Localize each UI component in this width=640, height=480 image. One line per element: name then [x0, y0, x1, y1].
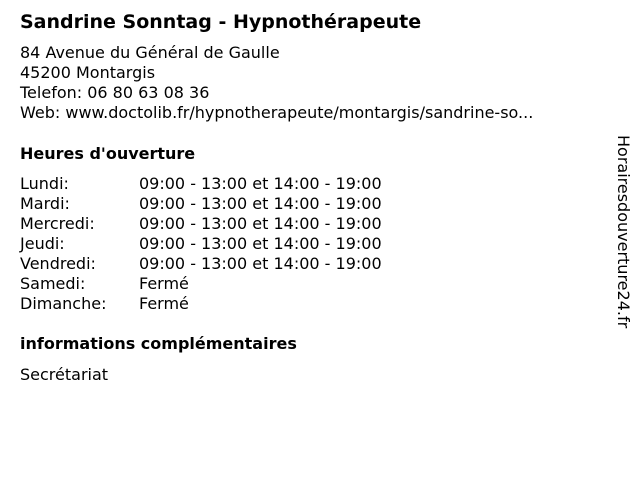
phone-number: Telefon: 06 80 63 08 36: [20, 83, 210, 102]
site-watermark: Horairesdouverture24.fr: [614, 135, 633, 329]
day-hours: 09:00 - 13:00 et 14:00 - 19:00: [139, 194, 382, 213]
day-label: Mardi:: [20, 194, 70, 213]
additional-info-heading: informations complémentaires: [20, 334, 297, 353]
day-label: Vendredi:: [20, 254, 96, 273]
address-city: 45200 Montargis: [20, 63, 156, 82]
day-hours: 09:00 - 13:00 et 14:00 - 19:00: [139, 214, 382, 233]
page-title: Sandrine Sonntag - Hypnothérapeute: [20, 11, 422, 33]
website-link[interactable]: Web: www.doctolib.fr/hypnotherapeute/montargis/sandrine-so...: [20, 103, 534, 122]
day-hours: Fermé: [139, 274, 189, 293]
day-label: Dimanche:: [20, 294, 107, 313]
additional-info-text: Secrétariat: [20, 365, 109, 384]
day-label: Jeudi:: [20, 234, 65, 253]
address-street: 84 Avenue du Général de Gaulle: [20, 43, 280, 62]
day-label: Mercredi:: [20, 214, 95, 233]
day-label: Lundi:: [20, 174, 69, 193]
day-hours: 09:00 - 13:00 et 14:00 - 19:00: [139, 254, 382, 273]
day-hours: Fermé: [139, 294, 189, 313]
day-hours: 09:00 - 13:00 et 14:00 - 19:00: [139, 234, 382, 253]
opening-hours-heading: Heures d'ouverture: [20, 144, 196, 163]
day-label: Samedi:: [20, 274, 86, 293]
address-block: [20, 43, 533, 123]
day-hours: 09:00 - 13:00 et 14:00 - 19:00: [139, 174, 382, 193]
